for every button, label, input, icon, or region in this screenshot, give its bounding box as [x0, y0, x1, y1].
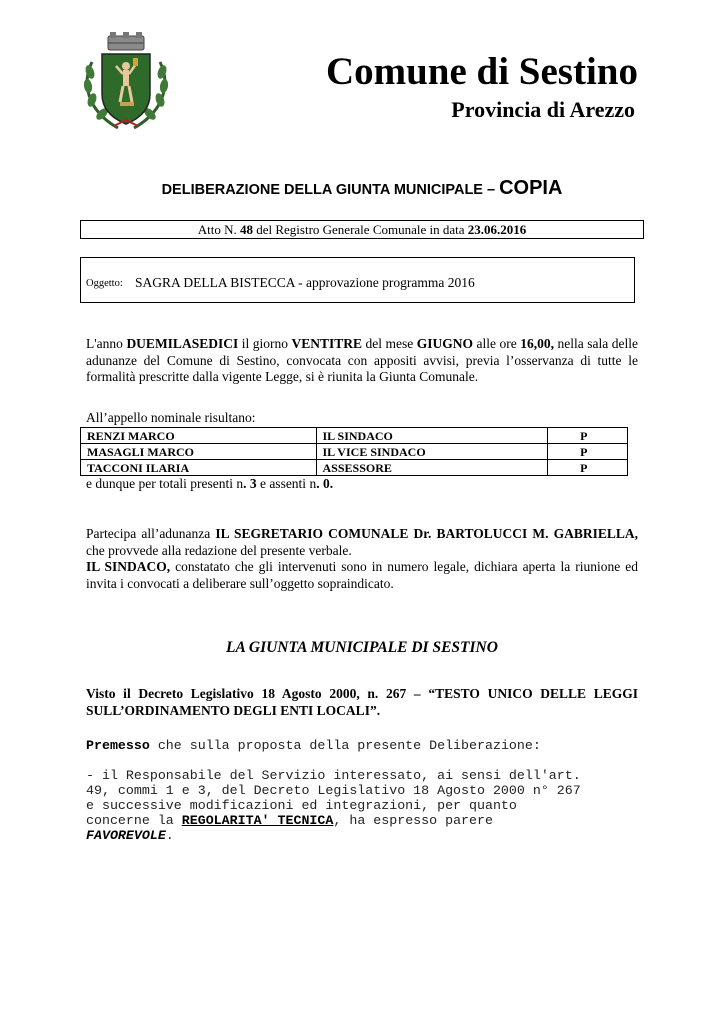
- atto-date: 23.06.2016: [467, 222, 527, 237]
- member-status: P: [548, 460, 628, 476]
- atto-middle: del Registro Generale Comunale in data: [252, 222, 468, 237]
- responsabile-paragraph: [86, 768, 638, 843]
- totals-line: [86, 476, 638, 493]
- member-name: TACCONI ILARIA: [81, 460, 317, 476]
- atto-number: 48: [239, 222, 253, 237]
- atto-prefix: Atto N.: [197, 222, 240, 237]
- responsabile-text: , ha espresso parere: [333, 813, 493, 828]
- table-row: [81, 428, 628, 444]
- table-row: [81, 444, 628, 460]
- intro-text: L'anno: [86, 336, 127, 351]
- responsabile-line: 49, commi 1 e 3, del Decreto Legislativo 18 Agosto 2000 n° 267: [86, 783, 581, 798]
- member-role: ASSESSORE: [316, 460, 548, 476]
- intro-text: alle ore: [473, 336, 521, 351]
- segretario-name: IL SEGRETARIO COMUNALE Dr. BARTOLUCCI M. GABRIELLA,: [215, 526, 638, 541]
- responsabile-line: [86, 828, 638, 843]
- parere-favorevole: FAVOREVOLE: [86, 828, 166, 843]
- member-status: P: [548, 428, 628, 444]
- page-title: Comune di Sestino: [325, 50, 638, 93]
- copia-label: COPIA: [499, 177, 563, 199]
- partecipa-paragraph: [86, 526, 638, 592]
- member-name: RENZI MARCO: [81, 428, 317, 444]
- regolarita-tecnica: REGOLARITA' TECNICA: [181, 813, 334, 828]
- oggetto-box: [80, 257, 635, 303]
- premesso-bold: Premesso: [86, 738, 150, 753]
- crown-icon: [108, 32, 144, 50]
- intro-paragraph: [86, 336, 638, 386]
- oggetto-label: Oggetto:: [86, 278, 123, 289]
- intro-hour: 16,00,: [520, 336, 555, 351]
- visto-paragraph: Visto il Decreto Legislativo 18 Agosto 2000, n. 267 – “TESTO UNICO DELLE LEGGI SULL’ORDINAMENTO DEGLI ENTI LOCALI”.: [86, 686, 638, 718]
- table-row: [81, 460, 628, 476]
- partecipa-text: constatato che gli intervenuti sono in numero legale, dichiara aperta la riunione ed invita i convocati a deliberare sull’oggetto sopraindicato.: [86, 559, 638, 591]
- premesso-text: che sulla proposta della presente Deliberazione:: [149, 738, 541, 753]
- atto-box: [80, 220, 644, 239]
- page-subtitle: Provincia di Arezzo: [451, 97, 635, 122]
- member-role: IL VICE SINDACO: [316, 444, 548, 460]
- member-role: IL SINDACO: [316, 428, 548, 444]
- intro-year: DUEMILASEDICI: [126, 336, 239, 351]
- intro-text: nella sala delle adunanze del Comune di Sestino, convocata con appositi avvisi, previa l’osservanza di tutte le formalità prescritte dalla vigente Legge, si è riunita la Giunta Comunale.: [86, 336, 639, 384]
- appello-label: All’appello nominale risultano:: [86, 410, 256, 425]
- document-type-heading: [0, 176, 724, 202]
- premesso-line: [86, 738, 638, 753]
- partecipa-text: Partecipa all’adunanza: [86, 526, 216, 541]
- totals-presenti: . 3: [243, 476, 257, 491]
- responsabile-line: - il Responsabile del Servizio interessato, ai sensi dell'art.: [86, 768, 581, 783]
- responsabile-line: e successive modificazioni ed integrazioni, per quanto: [86, 798, 517, 813]
- oggetto-value: SAGRA DELLA BISTECCA - approvazione programma 2016: [135, 275, 475, 290]
- member-status: P: [548, 444, 628, 460]
- responsabile-text: .: [165, 828, 174, 843]
- responsabile-line: [86, 813, 638, 828]
- totals-assenti: . 0.: [316, 476, 334, 491]
- intro-text: il giorno: [238, 336, 292, 351]
- intro-day: VENTITRE: [291, 336, 363, 351]
- totals-text: e dunque per totali presenti n: [86, 476, 244, 491]
- sindaco-label: IL SINDACO,: [86, 559, 171, 574]
- delib-title: DELIBERAZIONE DELLA GIUNTA MUNICIPALE –: [161, 182, 500, 198]
- intro-text: del mese: [362, 336, 417, 351]
- members-table: [80, 427, 628, 476]
- member-name: MASAGLI MARCO: [81, 444, 317, 460]
- intro-month: GIUGNO: [416, 336, 474, 351]
- totals-text: e assenti n: [256, 476, 317, 491]
- giunta-heading: LA GIUNTA MUNICIPALE DI SESTINO: [226, 639, 498, 656]
- responsabile-text: concerne la: [86, 813, 182, 828]
- partecipa-text: che provvede alla redazione del presente verbale.: [86, 542, 352, 558]
- comune-crest-logo: [78, 32, 174, 132]
